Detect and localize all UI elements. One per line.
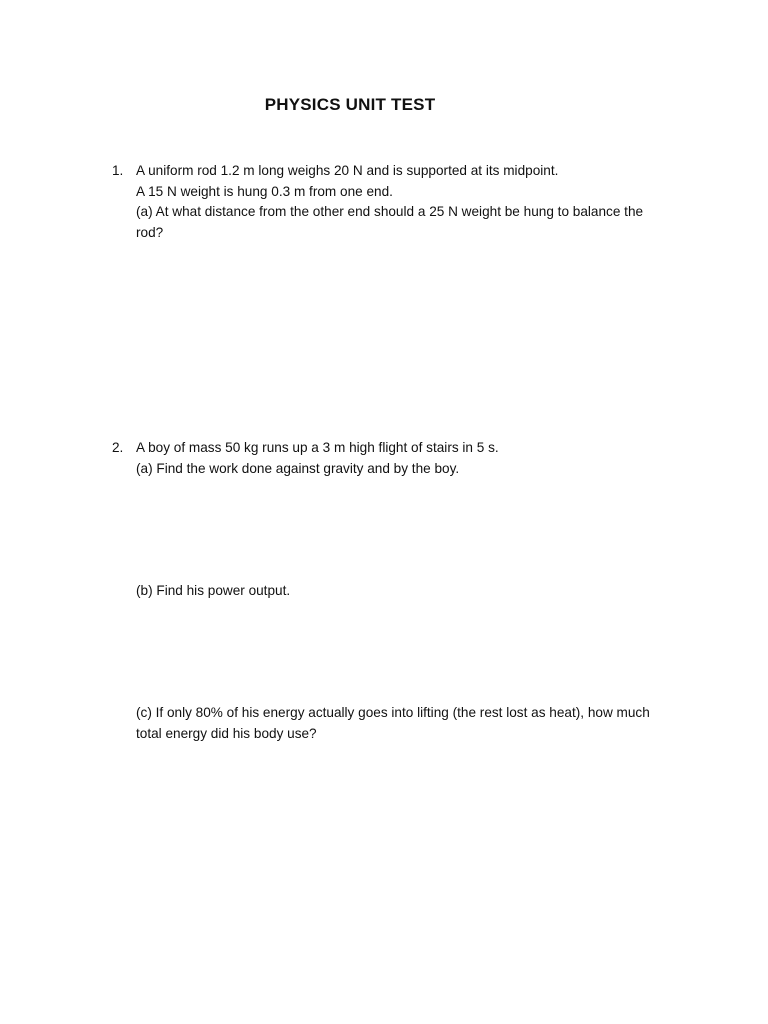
- question-line: A 15 N weight is hung 0.3 m from one end.: [136, 183, 393, 199]
- question-text: [136, 438, 666, 479]
- question-line: A uniform rod 1.2 m long weighs 20 N and is supported at its midpoint.: [136, 163, 559, 178]
- question-2-part-c: (c) If only 80% of his energy actually goes into lifting (the rest lost as heat), how much total energy did his body use?: [136, 705, 650, 741]
- question-text: [136, 161, 666, 243]
- question-line: A boy of mass 50 kg runs up a 3 m high flight of stairs in 5 s.: [136, 440, 499, 455]
- question-number: 1.: [112, 163, 124, 178]
- page-title: PHYSICS UNIT TEST: [264, 95, 436, 114]
- question-2-part-b: (b) Find his power output.: [136, 583, 291, 598]
- question-line: (a) At what distance from the other end should a 25 N weight be hung to balance the rod?: [136, 204, 644, 240]
- question-number: 2.: [112, 440, 124, 455]
- question-line: (a) Find the work done against gravity and by the boy.: [136, 460, 460, 476]
